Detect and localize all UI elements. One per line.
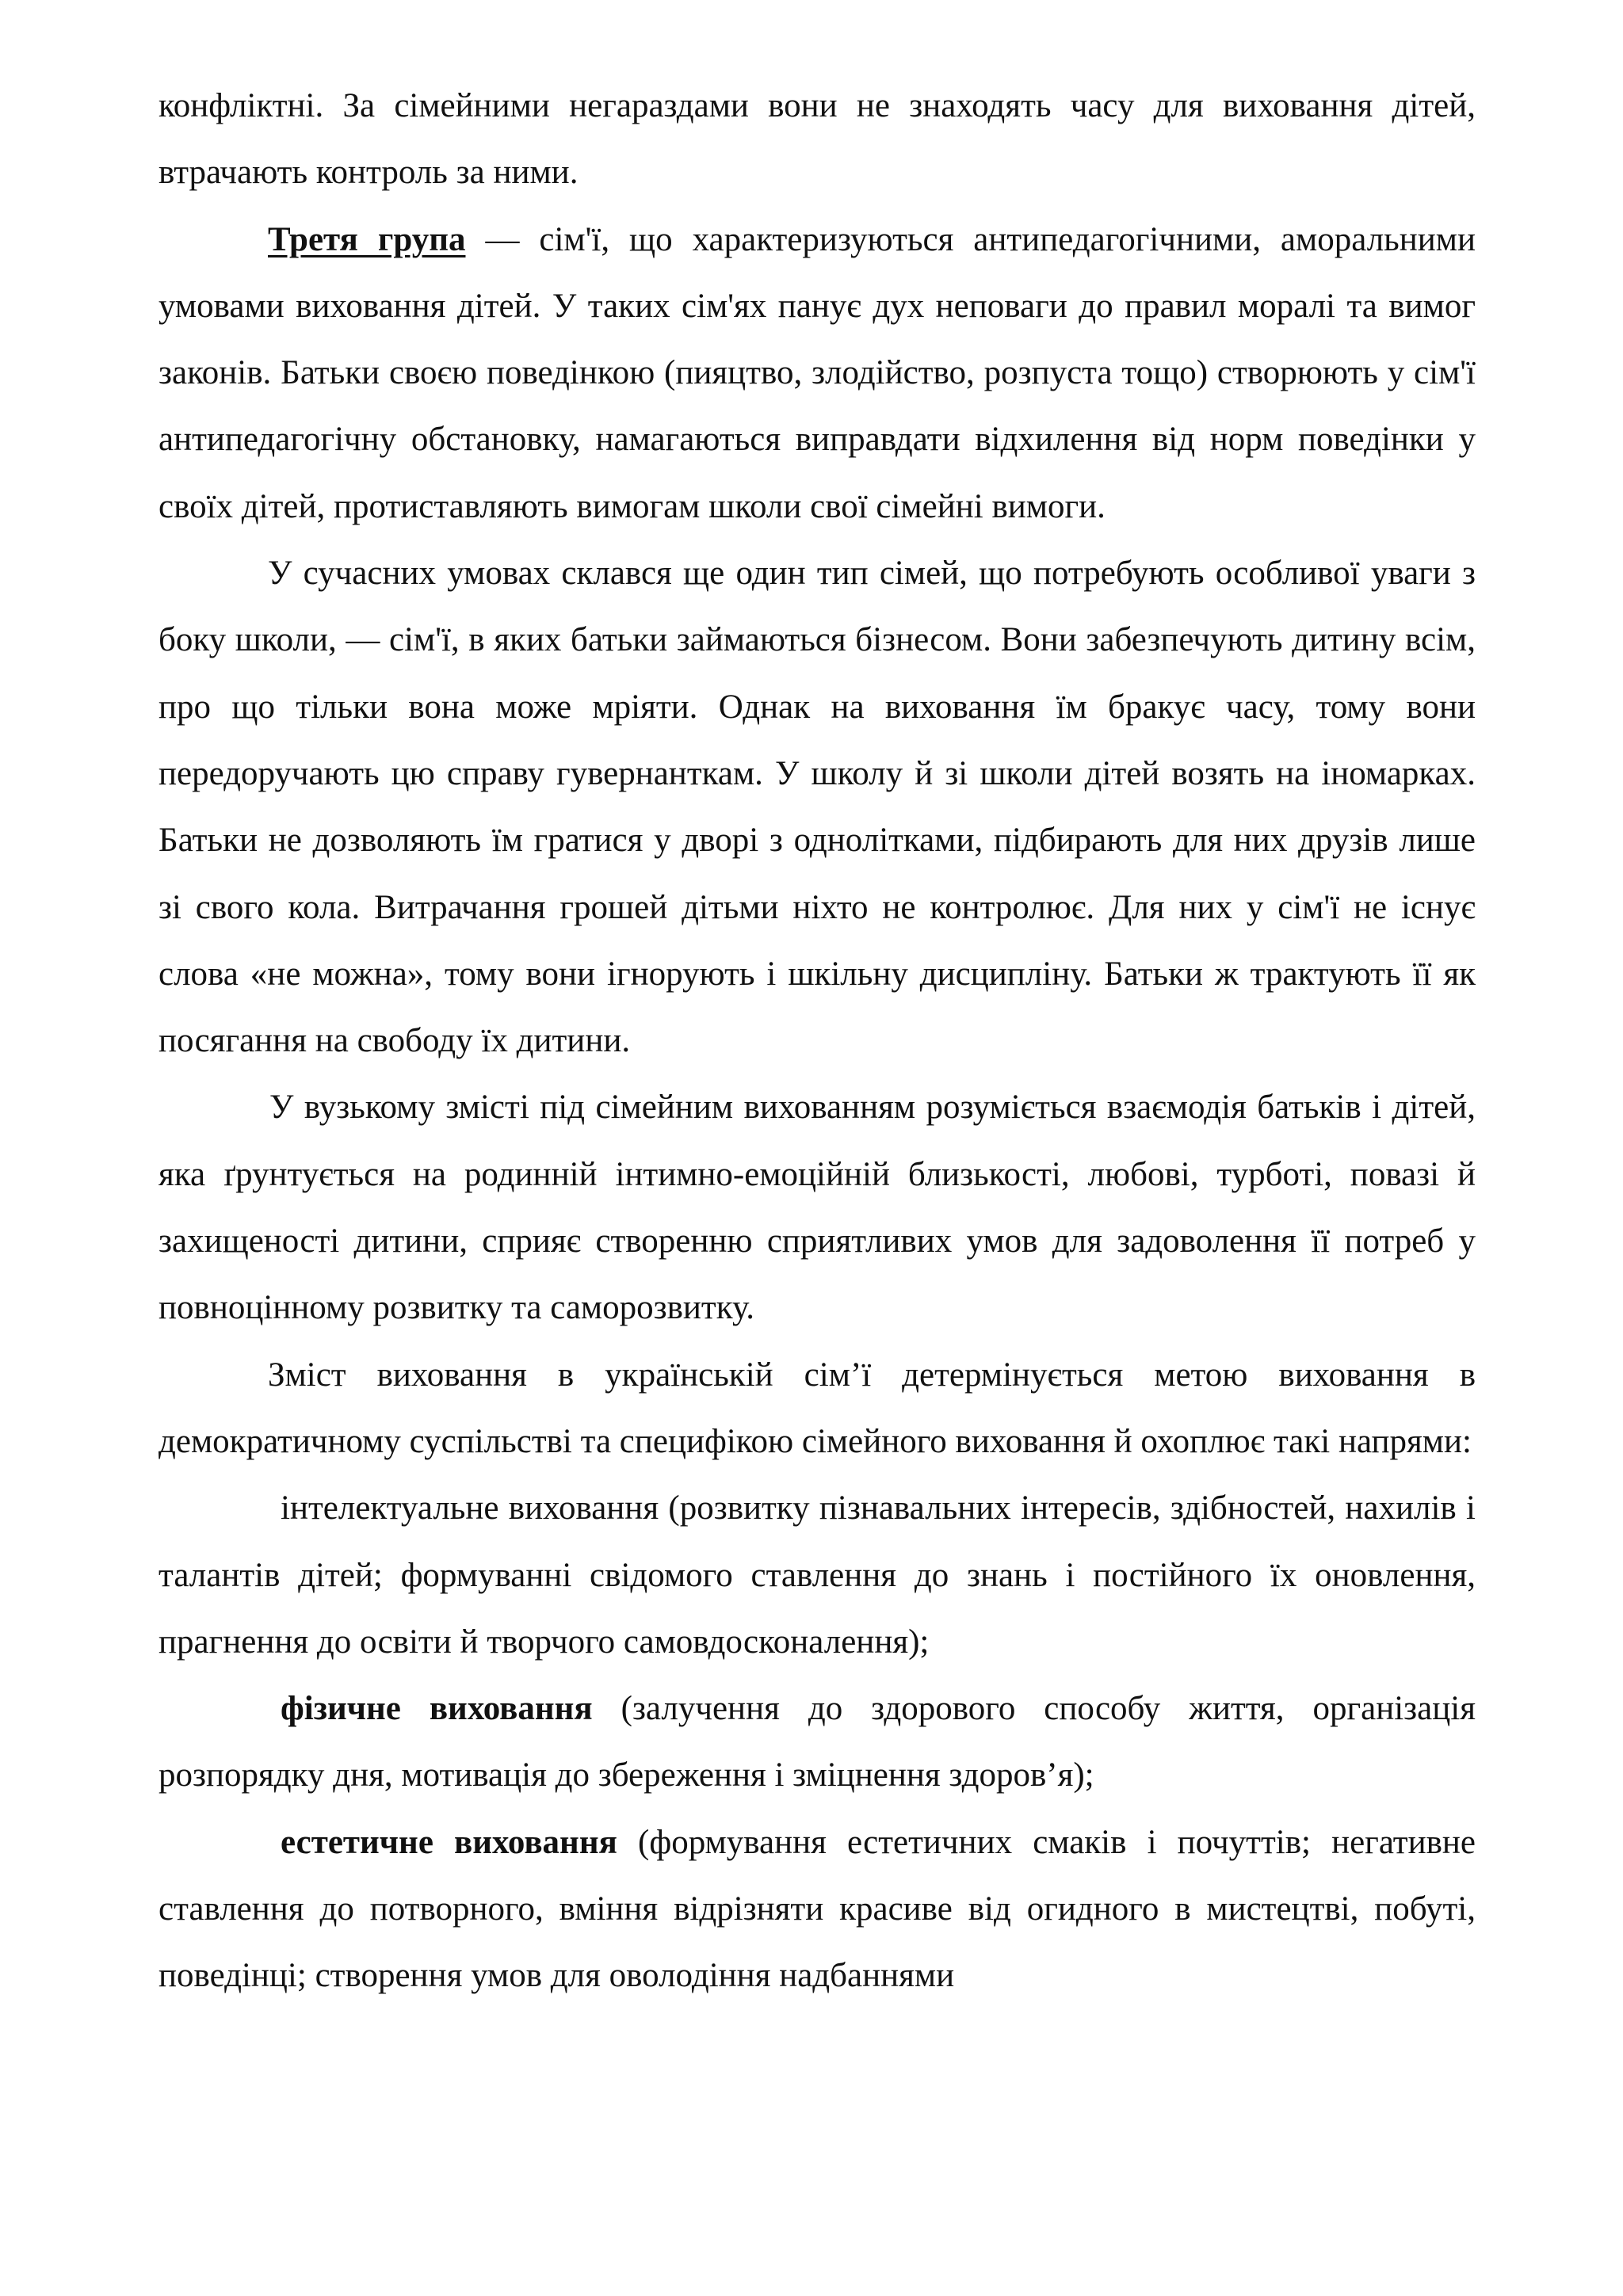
paragraph-business-families: У сучасних умовах склався ще один тип сімей, що потребують особливої уваги з боку школи, — сім'ї, в яких батьки займаються бізнесом. Вони забезпечують дитину всім, про що тільки вона може мріяти. Однак на виховання їм бракує часу, тому вони передоручають цю справу гувернанткам. У школу й зі школи дітей возять на іномарках. Батьки не дозволяють їм гратися у дворі з однолітками, підбирають для них друзів лише зі свого кола. Витрачання грошей дітьми ніхто не контролює. Для них у сім'ї не існує слова «не можна», тому вони ігнорують і шкільну дисципліну. Батьки ж трактують її як посягання на свободу їх дитини. bbox=[158, 555, 1476, 1060]
aesthetic-heading: естетичне виховання bbox=[281, 1823, 617, 1861]
paragraph-content-directions: Зміст виховання в українській сім’ї детермінується метою виховання в демократичному суспільстві та специфікою сімейного виховання й охоплює такі напрями: bbox=[158, 1356, 1476, 1460]
aesthetic-text: (формування естетичних смаків і почуттів; негативне ставлення до потворного, вміння відрізняти красиве від огидного в мистецтві, побуті, поведінці; створення умов для оволодіння надбаннями bbox=[158, 1823, 1476, 1995]
third-group-text: — сім'ї, що характеризуються антипедагогічними, аморальними умовами виховання дітей. У таких сім'ях панує дух неповаги до правил моралі та вимог законів. Батьки своєю поведінкою (пияцтво, злодійство, розпуста тощо) створюють у сім'ї антипедагогічну обстановку, намагаються виправдати відхилення від норм поведінки у своїх дітей, протиставляють вимогам школи свої сімейні вимоги. bbox=[158, 220, 1476, 525]
list-item-intellectual: інтелектуальне виховання (розвитку пізнавальних інтересів, здібностей, нахилів і талантів дітей; формуванні свідомого ставлення до знань і постійного їх оновлення, прагнення до освіти й творчого самовдосконалення); bbox=[158, 1489, 1476, 1661]
physical-text: (залучення до здорового способу життя, організація розпорядку дня, мотивація до збереження і зміцнення здоров’я); bbox=[158, 1690, 1476, 1794]
list-item-aesthetic bbox=[158, 1810, 1476, 2010]
paragraph-narrow-meaning: У вузькому змісті під сімейним вихованням розуміється взаємодія батьків і дітей, яка ґрунтується на родинній інтимно-емоційній близькості, любові, турботі, повазі й захищеності дитини, сприяє створенню сприятливих умов для задоволення її потреб у повноцінному розвитку та саморозвитку. bbox=[158, 1089, 1476, 1327]
physical-heading: фізичне виховання bbox=[281, 1690, 593, 1728]
paragraph-conflict-families: конфліктні. За сімейними негараздами вони не знаходять часу для виховання дітей, втрачають контроль за ними. bbox=[158, 87, 1476, 192]
document-page bbox=[158, 73, 1476, 2010]
paragraph-third-group bbox=[158, 207, 1476, 540]
list-item-physical bbox=[158, 1676, 1476, 1810]
third-group-heading: Третя група bbox=[268, 220, 466, 258]
